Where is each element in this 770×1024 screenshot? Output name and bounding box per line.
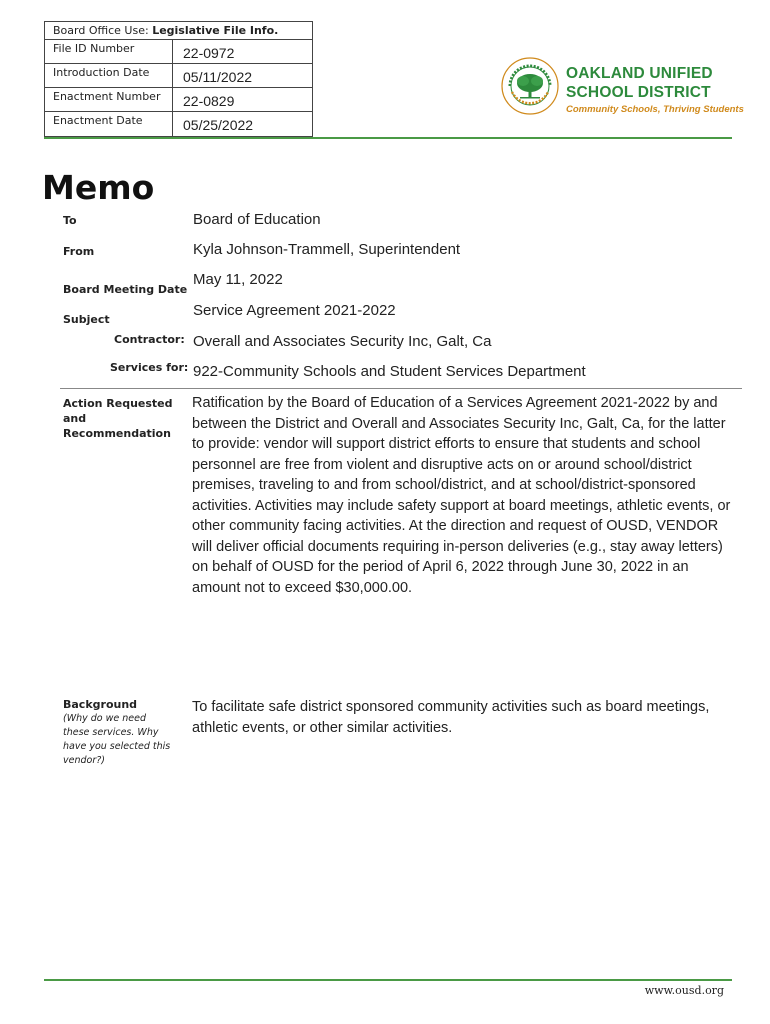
background-text: To facilitate safe district sponsored community activities such as board meetings, athletic events, or other similar activities. bbox=[192, 699, 710, 736]
file-row-enactment-number bbox=[45, 88, 312, 112]
board-meeting-date-label: Board Meeting Date bbox=[63, 283, 188, 296]
district-name-line-2: SCHOOL DISTRICT bbox=[566, 84, 711, 101]
enactment-number-value: 22-0829 bbox=[183, 93, 235, 109]
background-label: Background bbox=[63, 698, 138, 711]
file-info-header: Board Office Use: Legislative File Info. bbox=[45, 22, 312, 40]
footer-website-link[interactable]: www.ousd.org bbox=[644, 984, 724, 997]
enactment-date-label: Enactment Date bbox=[45, 112, 173, 136]
file-info-header-bold: Legislative File Info. bbox=[152, 24, 279, 37]
file-row-id bbox=[45, 40, 312, 64]
section-divider bbox=[60, 388, 742, 389]
file-row-enactment-date bbox=[45, 112, 312, 136]
contractor-value: Overall and Associates Security Inc, Galt, Ca bbox=[193, 333, 492, 350]
file-row-introduction bbox=[45, 64, 312, 88]
enactment-number-label: Enactment Number bbox=[45, 88, 173, 111]
district-name bbox=[566, 64, 736, 102]
footer-divider bbox=[44, 979, 732, 981]
services-for-value: 922-Community Schools and Student Services Department bbox=[193, 363, 586, 380]
subject-label: Subject bbox=[63, 313, 110, 326]
to-value: Board of Education bbox=[193, 211, 321, 228]
background-sublabel: (Why do we need these services. Why have you selected this vendor?) bbox=[63, 713, 171, 766]
legislative-file-info-table bbox=[44, 21, 313, 137]
district-tagline: Community Schools, Thriving Students bbox=[566, 104, 744, 115]
to-label: To bbox=[63, 214, 77, 227]
action-requested-text: Ratification by the Board of Education of a Services Agreement 2021-2022 by and between the District and Overall and Associates Security Inc, Galt, Ca, for the latter to provide: vendor will support district efforts to ensure that students and school personnel are free from violent and disruptive acts on or around school/district premises, traveling to and from school/district, and at school/district-sponsored activities. Activities may include safety support at board meetings, athletic events, or other community facing activities. At the direction and request of OUSD, VENDOR will deliver official documents requiring in-person deliveries (e.g., stay away letters) on behalf of OUSD for the period of April 6, 2022 through June 30, 2022 in an amount not to exceed $30,000.00. bbox=[192, 395, 731, 596]
memo-title: Memo bbox=[42, 168, 155, 207]
introduction-date-label: Introduction Date bbox=[45, 64, 173, 87]
enactment-date-value: 05/25/2022 bbox=[183, 117, 254, 133]
subject-value: Service Agreement 2021-2022 bbox=[193, 302, 396, 319]
from-value: Kyla Johnson-Trammell, Superintendent bbox=[193, 241, 461, 258]
ousd-seal-logo bbox=[500, 56, 560, 116]
action-requested-label: Action Requested and Recommendation bbox=[63, 397, 173, 440]
file-id-label: File ID Number bbox=[45, 40, 173, 63]
board-meeting-date-value: May 11, 2022 bbox=[193, 271, 283, 288]
introduction-date-value: 05/11/2022 bbox=[183, 69, 253, 85]
contractor-label: Contractor: bbox=[114, 333, 185, 346]
file-id-value: 22-0972 bbox=[183, 45, 235, 61]
header-divider bbox=[44, 137, 732, 139]
from-label: From bbox=[63, 245, 95, 258]
district-name-line-1: OAKLAND UNIFIED bbox=[566, 65, 713, 82]
services-for-label: Services for: bbox=[110, 361, 189, 374]
